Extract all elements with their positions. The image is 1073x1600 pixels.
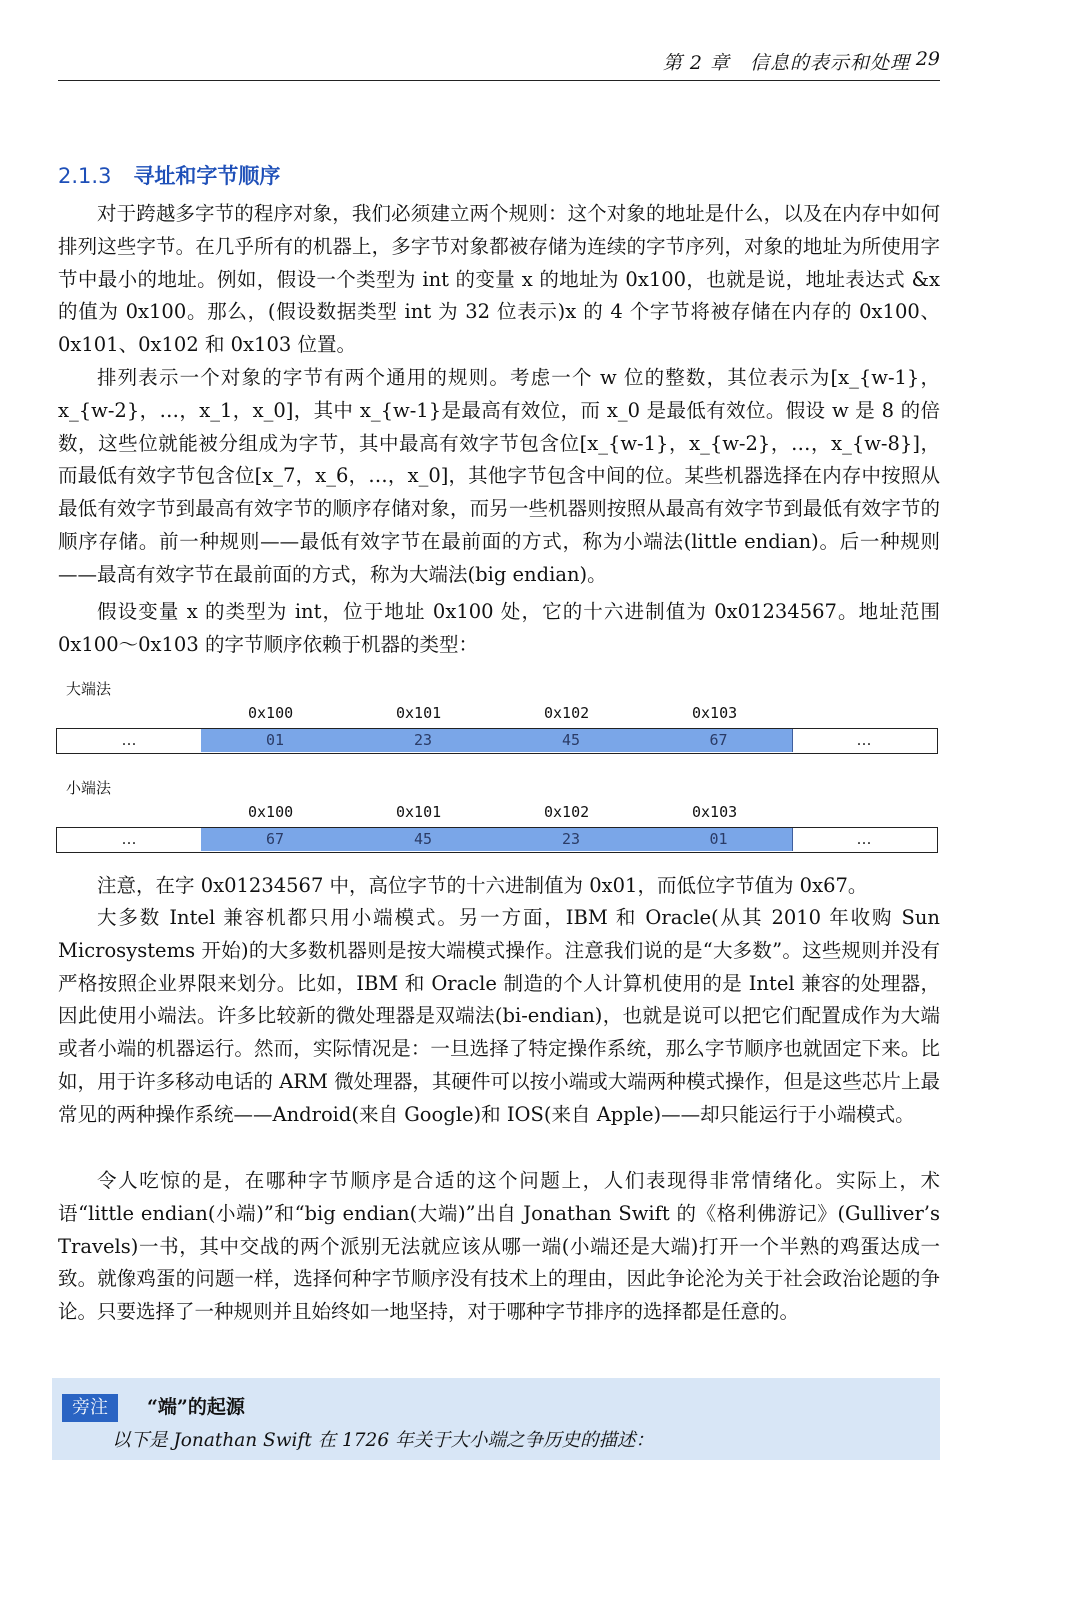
big-endian-byte-row bbox=[56, 728, 938, 754]
little-endian-address-3: 0x103 bbox=[692, 803, 738, 821]
big-endian-address-1: 0x101 bbox=[396, 704, 442, 722]
little-endian-byte-1: 45 bbox=[349, 828, 498, 851]
aside-box bbox=[52, 1378, 940, 1460]
running-head bbox=[58, 44, 940, 81]
big-endian-byte-3: 67 bbox=[645, 729, 793, 752]
little-endian-address-2: 0x102 bbox=[544, 803, 590, 821]
paragraph-3: 假设变量 x 的类型为 int，位于地址 0x100 处，它的十六进制值为 0x01234567。地址范围 0x100～0x103 的字节顺序依赖于机器的类型： bbox=[58, 600, 940, 656]
little-endian-address-0: 0x100 bbox=[248, 803, 294, 821]
section-number: 2.1.3 bbox=[58, 164, 112, 188]
big-endian-right-ellipsis: … bbox=[856, 731, 872, 749]
big-endian-address-0: 0x100 bbox=[248, 704, 294, 722]
little-endian-byte-3: 01 bbox=[645, 828, 793, 851]
little-endian-right-ellipsis: … bbox=[856, 830, 872, 848]
big-endian-left-ellipsis: … bbox=[121, 731, 137, 749]
big-endian-label: 大端法 bbox=[66, 680, 112, 698]
little-endian-byte-row bbox=[56, 827, 938, 853]
paragraph-5: 大多数 Intel 兼容机都只用小端模式。另一方面，IBM 和 Oracle(从其 2010 年收购 Sun Microsystems 开始)的大多数机器则是按大端模式操作。注意我们说的是“大多数”。这些规则并没有严格按照企业界限来划分。比如，IBM 和 Oracle 制造的个人计算机使用的是 Intel 兼容的处理器，因此使用小端法。许多比较新的微处理器是双端法(bi-endian)，也就是说可以把它们配置成作为大端或者小端的机器运行。然而，实际情况是：一旦选择了特定操作系统，那么字节顺序也就固定下来。比如，用于许多移动电话的 ARM 微处理器，其硬件可以按小端或大端两种模式操作，但是这些芯片上最常见的两种操作系统——Android(来自 Google)和 IOS(来自 Apple)——却只能运行于小端模式。 bbox=[58, 906, 940, 1126]
aside-tag: 旁注 bbox=[62, 1394, 118, 1422]
big-endian-address-2: 0x102 bbox=[544, 704, 590, 722]
aside-title: “端”的起源 bbox=[147, 1396, 245, 1418]
paragraph-4: 注意，在字 0x01234567 中，高位字节的十六进制值为 0x01，而低位字节值为 0x67。 bbox=[97, 874, 868, 897]
big-endian-byte-0: 01 bbox=[201, 729, 350, 752]
big-endian-address-3: 0x103 bbox=[692, 704, 738, 722]
little-endian-label: 小端法 bbox=[66, 779, 112, 797]
section-heading bbox=[58, 160, 280, 190]
aside-body: 以下是 Jonathan Swift 在 1726 年关于大小端之争历史的描述： bbox=[112, 1430, 654, 1451]
section-title: 寻址和字节顺序 bbox=[133, 164, 281, 188]
little-endian-byte-0: 67 bbox=[201, 828, 350, 851]
paragraph-1: 对于跨越多字节的程序对象，我们必须建立两个规则：这个对象的地址是什么，以及在内存中如何排列这些字节。在几乎所有的机器上，多字节对象都被存储为连续的字节序列，对象的地址为所使用字节中最小的地址。例如，假设一个类型为 int 的变量 x 的地址为 0x100，也就是说，地址表达式 &x 的值为 0x100。那么，(假设数据类型 int 为 32 位表示)x 的 4 个字节将被存储在内存的 0x100、0x101、0x102 和 0x103 位置。 bbox=[58, 202, 940, 357]
paragraph-6: 令人吃惊的是，在哪种字节顺序是合适的这个问题上，人们表现得非常情绪化。实际上，术语“little endian(小端)”和“big endian(大端)”出自 Jonathan Swift 的《格利佛游记》(Gulliver’s Travels)一书，其中交战的两个派别无法就应该从哪一端(小端还是大端)打开一个半熟的鸡蛋达成一致。就像鸡蛋的问题一样，选择何种字节顺序没有技术上的理由，因此争论沦为关于社会政治论题的争论。只要选择了一种规则并且始终如一地坚持，对于哪种字节排序的选择都是任意的。 bbox=[58, 1169, 940, 1324]
little-endian-byte-2: 23 bbox=[497, 828, 646, 851]
chapter-title: 第 2 章 信息的表示和处理 bbox=[662, 52, 910, 74]
big-endian-byte-1: 23 bbox=[349, 729, 498, 752]
big-endian-byte-2: 45 bbox=[497, 729, 646, 752]
little-endian-left-ellipsis: … bbox=[121, 830, 137, 848]
page-number: 29 bbox=[915, 48, 940, 70]
paragraph-2: 排列表示一个对象的字节有两个通用的规则。考虑一个 w 位的整数，其位表示为[x_{w-1}，x_{w-2}，…，x_1，x_0]，其中 x_{w-1}是最高有效位，而 x_0 是最低有效位。假设 w 是 8 的倍数，这些位就能被分组成为字节，其中最高有效字节包含位[x_{w-1}，x_{w-2}，…，x_{w-8}]，而最低有效字节包含位[x_7，x_6，…，x_0]，其他字节包含中间的位。某些机器选择在内存中按照从最低有效字节到最高有效字节的顺序存储对象，而另一些机器则按照从最高有效字节到最低有效字节的顺序存储。前一种规则——最低有效字节在最前面的方式，称为小端法(little endian)。后一种规则——最高有效字节在最前面的方式，称为大端法(big endian)。 bbox=[58, 366, 940, 586]
little-endian-address-1: 0x101 bbox=[396, 803, 442, 821]
